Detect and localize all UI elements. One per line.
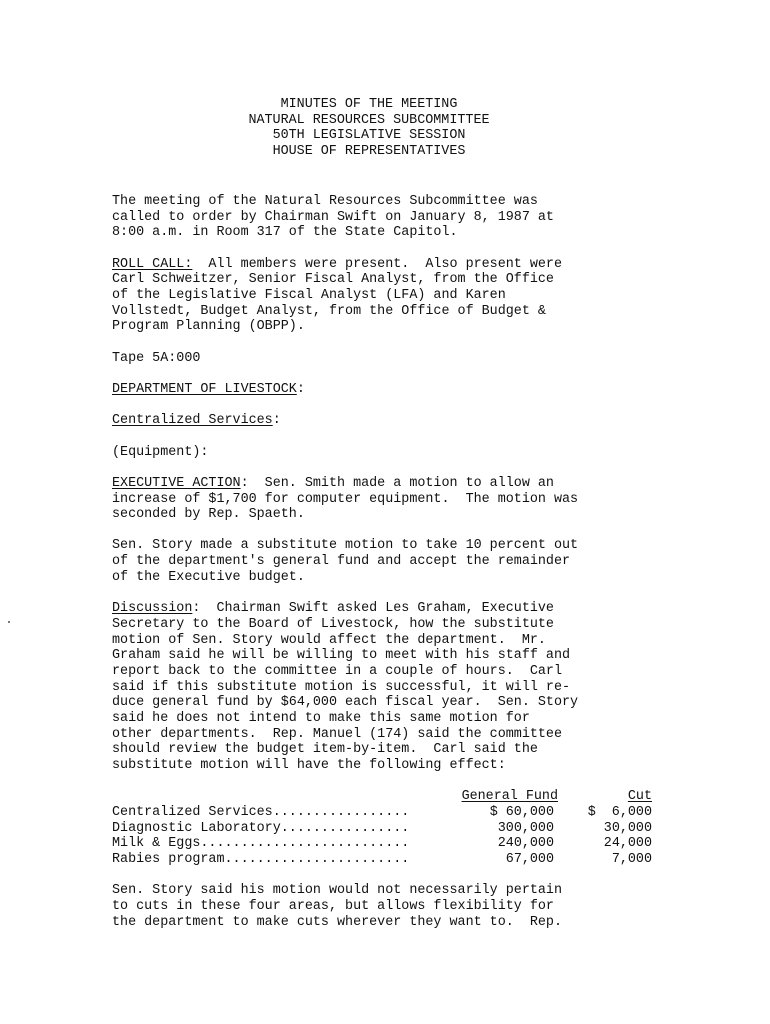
header-subcommittee: NATURAL RESOURCES SUBCOMMITTEE <box>248 112 490 128</box>
minutes-body <box>112 194 672 930</box>
row-cut: 7,000 <box>611 852 652 868</box>
roll-call-line: of the Legislative Fiscal Analyst (LFA) and Karen <box>112 288 506 304</box>
executive-action-label: EXECUTIVE ACTION <box>112 475 241 491</box>
roll-call-paragraph <box>112 257 672 335</box>
substitute-line: of the department's general fund and accept the remainder <box>112 554 571 570</box>
discussion-line: said he does not intend to make this same motion for <box>112 710 530 726</box>
row-general-fund: 300,000 <box>497 820 554 836</box>
roll-call-line: Program Planning (OBPP). <box>112 319 305 335</box>
header-house: HOUSE OF REPRESENTATIVES <box>272 144 466 160</box>
executive-action-text: : Sen. Smith made a motion to allow an <box>240 475 554 491</box>
discussion-line: motion of Sen. Story would affect the department. Mr. <box>112 632 546 648</box>
discussion-line: report back to the committee in a couple of hours. Carl <box>112 663 562 679</box>
discussion-line: said if this substitute motion is successful, it will re- <box>112 679 571 695</box>
cut-header: Cut <box>627 789 652 805</box>
table-row <box>112 821 672 837</box>
header-session: 50TH LEGISLATIVE SESSION <box>272 128 466 144</box>
row-general-fund: 240,000 <box>497 836 554 852</box>
general-fund-header: General Fund <box>461 789 558 805</box>
roll-call-line: Vollstedt, Budget Analyst, from the Office of Budget & <box>112 303 546 319</box>
substitute-line: of the Executive budget. <box>112 569 305 585</box>
table-row <box>112 836 672 852</box>
tape-reference: Tape 5A:000 <box>112 350 201 366</box>
department-heading: DEPARTMENT OF LIVESTOCK <box>112 381 297 397</box>
table-row <box>112 852 672 868</box>
executive-action-line: increase of $1,700 for computer equipment. The motion was <box>112 491 579 507</box>
row-general-fund: 67,000 <box>505 852 554 868</box>
discussion-line: Secretary to the Board of Livestock, how the substitute <box>112 616 554 632</box>
row-label: Rabies program....................... <box>112 852 410 868</box>
budget-cut-table <box>112 789 672 867</box>
roll-call-line: Carl Schweitzer, Senior Fiscal Analyst, from the Office <box>112 272 554 288</box>
row-cut: $ 6,000 <box>587 804 652 820</box>
centralized-services-heading: Centralized Services <box>112 413 273 429</box>
centralized-heading-colon: : <box>272 413 281 429</box>
intro-line: called to order by Chairman Swift on January 8, 1987 at <box>112 209 554 225</box>
margin-speck <box>8 621 10 623</box>
row-label: Centralized Services................. <box>112 804 410 820</box>
row-cut: 30,000 <box>603 820 652 836</box>
substitute-line: Sen. Story made a substitute motion to take 10 percent out <box>112 538 579 554</box>
header-title: MINUTES OF THE MEETING <box>280 97 458 112</box>
executive-action-line: seconded by Rep. Spaeth. <box>112 507 305 523</box>
intro-paragraph <box>112 194 672 241</box>
closing-line: Sen. Story said his motion would not necessarily pertain <box>112 883 562 899</box>
discussion-label: Discussion <box>112 601 193 617</box>
department-heading-colon: : <box>296 381 305 397</box>
discussion-line: substitute motion will have the following effect: <box>112 758 506 773</box>
row-cut: 24,000 <box>603 836 652 852</box>
row-label: Milk & Eggs.......................... <box>112 836 410 852</box>
discussion-line: Graham said he will be willing to meet with his staff and <box>112 648 571 664</box>
discussion-text: : Chairman Swift asked Les Graham, Executive <box>192 601 554 617</box>
minutes-header <box>0 97 738 160</box>
executive-action-paragraph <box>112 476 672 523</box>
roll-call-label: ROLL CALL: <box>112 256 193 272</box>
equipment-subheading: (Equipment): <box>112 444 209 460</box>
intro-line: 8:00 a.m. in Room 317 of the State Capitol. <box>112 225 458 241</box>
table-header-row <box>112 789 672 805</box>
discussion-line: duce general fund by $64,000 each fiscal year. Sen. Story <box>112 695 579 711</box>
row-general-fund: $ 60,000 <box>489 804 554 820</box>
closing-line: to cuts in these four areas, but allows flexibility for <box>112 899 554 914</box>
discussion-line: should review the budget item-by-item. Carl said the <box>112 742 538 758</box>
row-label: Diagnostic Laboratory................ <box>112 820 410 836</box>
closing-line: the department to make cuts wherever they want to. Rep. <box>112 914 562 930</box>
intro-line: The meeting of the Natural Resources Subcommittee was <box>112 194 538 209</box>
discussion-paragraph <box>112 601 672 774</box>
discussion-line: other departments. Rep. Manuel (174) said the committee <box>112 726 562 742</box>
closing-paragraph <box>112 883 672 930</box>
substitute-motion-paragraph <box>112 538 672 585</box>
table-row <box>112 805 672 821</box>
roll-call-text: All members were present. Also present were <box>192 256 563 272</box>
